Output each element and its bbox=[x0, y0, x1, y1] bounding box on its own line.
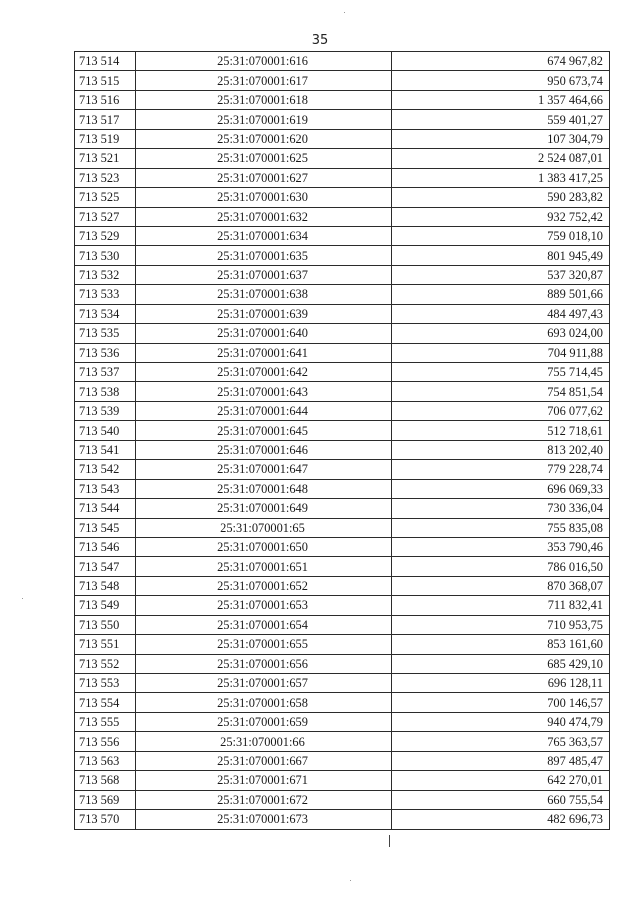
table-row bbox=[75, 246, 610, 265]
cadastral-number-cell: 25:31:070001:672 bbox=[136, 790, 392, 809]
table-row bbox=[75, 635, 610, 654]
cadastral-value-cell: 482 696,73 bbox=[392, 810, 610, 829]
record-number-cell: 713 568 bbox=[75, 771, 136, 790]
cadastral-value-cell: 950 673,74 bbox=[392, 71, 610, 90]
cadastral-number-cell: 25:31:070001:649 bbox=[136, 499, 392, 518]
cadastral-value-cell: 590 283,82 bbox=[392, 188, 610, 207]
record-number-cell: 713 517 bbox=[75, 110, 136, 129]
table-row bbox=[75, 343, 610, 362]
cadastral-number-cell: 25:31:070001:641 bbox=[136, 343, 392, 362]
cadastral-value-cell: 813 202,40 bbox=[392, 440, 610, 459]
cadastral-value-cell: 674 967,82 bbox=[392, 52, 610, 71]
cadastral-number-cell: 25:31:070001:616 bbox=[136, 52, 392, 71]
cadastral-value-cell: 353 790,46 bbox=[392, 537, 610, 556]
table-row bbox=[75, 168, 610, 187]
table-row bbox=[75, 499, 610, 518]
cadastral-value-cell: 660 755,54 bbox=[392, 790, 610, 809]
table-row bbox=[75, 576, 610, 595]
table-row bbox=[75, 790, 610, 809]
cadastral-value-cell: 642 270,01 bbox=[392, 771, 610, 790]
table-row bbox=[75, 110, 610, 129]
cadastral-number-cell: 25:31:070001:635 bbox=[136, 246, 392, 265]
cadastral-value-cell: 710 953,75 bbox=[392, 615, 610, 634]
cadastral-number-cell: 25:31:070001:630 bbox=[136, 188, 392, 207]
cadastral-value-cell: 685 429,10 bbox=[392, 654, 610, 673]
record-number-cell: 713 536 bbox=[75, 343, 136, 362]
record-number-cell: 713 516 bbox=[75, 90, 136, 109]
table-row bbox=[75, 693, 610, 712]
cadastral-value-cell: 940 474,79 bbox=[392, 712, 610, 731]
cadastral-value-cell: 706 077,62 bbox=[392, 401, 610, 420]
table-row bbox=[75, 479, 610, 498]
cadastral-number-cell: 25:31:070001:617 bbox=[136, 71, 392, 90]
cadastral-value-cell: 537 320,87 bbox=[392, 265, 610, 284]
cadastral-number-cell: 25:31:070001:654 bbox=[136, 615, 392, 634]
record-number-cell: 713 540 bbox=[75, 421, 136, 440]
cadastral-value-table bbox=[74, 51, 610, 830]
table-row bbox=[75, 363, 610, 382]
table-row bbox=[75, 771, 610, 790]
table-row bbox=[75, 518, 610, 537]
table-row bbox=[75, 382, 610, 401]
cadastral-number-cell: 25:31:070001:671 bbox=[136, 771, 392, 790]
record-number-cell: 713 534 bbox=[75, 304, 136, 323]
cadastral-value-cell: 755 714,45 bbox=[392, 363, 610, 382]
record-number-cell: 713 530 bbox=[75, 246, 136, 265]
table-row bbox=[75, 674, 610, 693]
record-number-cell: 713 539 bbox=[75, 401, 136, 420]
cadastral-number-cell: 25:31:070001:656 bbox=[136, 654, 392, 673]
cadastral-value-cell: 484 497,43 bbox=[392, 304, 610, 323]
cadastral-value-cell: 711 832,41 bbox=[392, 596, 610, 615]
record-number-cell: 713 514 bbox=[75, 52, 136, 71]
record-number-cell: 713 546 bbox=[75, 537, 136, 556]
table-row bbox=[75, 732, 610, 751]
cadastral-value-cell: 1 357 464,66 bbox=[392, 90, 610, 109]
cadastral-number-cell: 25:31:070001:646 bbox=[136, 440, 392, 459]
cadastral-value-cell: 786 016,50 bbox=[392, 557, 610, 576]
table-row bbox=[75, 421, 610, 440]
cadastral-number-cell: 25:31:070001:652 bbox=[136, 576, 392, 595]
scan-speck bbox=[344, 12, 345, 13]
cadastral-number-cell: 25:31:070001:648 bbox=[136, 479, 392, 498]
record-number-cell: 713 551 bbox=[75, 635, 136, 654]
table-row bbox=[75, 324, 610, 343]
cadastral-number-cell: 25:31:070001:625 bbox=[136, 149, 392, 168]
cadastral-number-cell: 25:31:070001:639 bbox=[136, 304, 392, 323]
table-row bbox=[75, 226, 610, 245]
record-number-cell: 713 555 bbox=[75, 712, 136, 731]
table-row bbox=[75, 129, 610, 148]
cadastral-number-cell: 25:31:070001:637 bbox=[136, 265, 392, 284]
cadastral-number-cell: 25:31:070001:642 bbox=[136, 363, 392, 382]
record-number-cell: 713 537 bbox=[75, 363, 136, 382]
cadastral-value-cell: 754 851,54 bbox=[392, 382, 610, 401]
cadastral-number-cell: 25:31:070001:618 bbox=[136, 90, 392, 109]
cadastral-number-cell: 25:31:070001:653 bbox=[136, 596, 392, 615]
cadastral-number-cell: 25:31:070001:640 bbox=[136, 324, 392, 343]
record-number-cell: 713 544 bbox=[75, 499, 136, 518]
record-number-cell: 713 525 bbox=[75, 188, 136, 207]
cadastral-value-cell: 2 524 087,01 bbox=[392, 149, 610, 168]
cadastral-value-cell: 107 304,79 bbox=[392, 129, 610, 148]
record-number-cell: 713 529 bbox=[75, 226, 136, 245]
table-row bbox=[75, 440, 610, 459]
page-number: 35 bbox=[311, 33, 329, 48]
table-row bbox=[75, 52, 610, 71]
record-number-cell: 713 521 bbox=[75, 149, 136, 168]
cadastral-value-cell: 1 383 417,25 bbox=[392, 168, 610, 187]
cadastral-value-cell: 765 363,57 bbox=[392, 732, 610, 751]
record-number-cell: 713 545 bbox=[75, 518, 136, 537]
record-number-cell: 713 548 bbox=[75, 576, 136, 595]
table-row bbox=[75, 207, 610, 226]
table-row bbox=[75, 149, 610, 168]
record-number-cell: 713 527 bbox=[75, 207, 136, 226]
cadastral-value-cell: 779 228,74 bbox=[392, 460, 610, 479]
table-row bbox=[75, 654, 610, 673]
cadastral-value-cell: 897 485,47 bbox=[392, 751, 610, 770]
record-number-cell: 713 553 bbox=[75, 674, 136, 693]
cadastral-value-cell: 700 146,57 bbox=[392, 693, 610, 712]
record-number-cell: 713 570 bbox=[75, 810, 136, 829]
cadastral-value-cell: 932 752,42 bbox=[392, 207, 610, 226]
scan-speck bbox=[22, 598, 23, 599]
cadastral-value-cell: 853 161,60 bbox=[392, 635, 610, 654]
record-number-cell: 713 543 bbox=[75, 479, 136, 498]
cadastral-value-cell: 512 718,61 bbox=[392, 421, 610, 440]
cadastral-value-cell: 870 368,07 bbox=[392, 576, 610, 595]
cadastral-value-cell: 801 945,49 bbox=[392, 246, 610, 265]
record-number-cell: 713 552 bbox=[75, 654, 136, 673]
table-row bbox=[75, 265, 610, 284]
cadastral-value-cell: 759 018,10 bbox=[392, 226, 610, 245]
record-number-cell: 713 533 bbox=[75, 285, 136, 304]
cadastral-number-cell: 25:31:070001:673 bbox=[136, 810, 392, 829]
cadastral-number-cell: 25:31:070001:645 bbox=[136, 421, 392, 440]
cadastral-number-cell: 25:31:070001:651 bbox=[136, 557, 392, 576]
cadastral-number-cell: 25:31:070001:657 bbox=[136, 674, 392, 693]
table-body bbox=[75, 52, 610, 830]
record-number-cell: 713 535 bbox=[75, 324, 136, 343]
cadastral-number-cell: 25:31:070001:619 bbox=[136, 110, 392, 129]
cadastral-value-cell: 696 128,11 bbox=[392, 674, 610, 693]
record-number-cell: 713 541 bbox=[75, 440, 136, 459]
cadastral-value-cell: 704 911,88 bbox=[392, 343, 610, 362]
cadastral-number-cell: 25:31:070001:632 bbox=[136, 207, 392, 226]
cadastral-value-cell: 730 336,04 bbox=[392, 499, 610, 518]
record-number-cell: 713 556 bbox=[75, 732, 136, 751]
cadastral-value-cell: 889 501,66 bbox=[392, 285, 610, 304]
cadastral-value-cell: 693 024,00 bbox=[392, 324, 610, 343]
table-row bbox=[75, 810, 610, 829]
table-row bbox=[75, 537, 610, 556]
record-number-cell: 713 547 bbox=[75, 557, 136, 576]
cadastral-number-cell: 25:31:070001:650 bbox=[136, 537, 392, 556]
cadastral-number-cell: 25:31:070001:65 bbox=[136, 518, 392, 537]
table-row bbox=[75, 401, 610, 420]
column-divider-stub bbox=[389, 835, 390, 847]
table-row bbox=[75, 596, 610, 615]
table-row bbox=[75, 615, 610, 634]
cadastral-number-cell: 25:31:070001:620 bbox=[136, 129, 392, 148]
cadastral-number-cell: 25:31:070001:644 bbox=[136, 401, 392, 420]
cadastral-number-cell: 25:31:070001:658 bbox=[136, 693, 392, 712]
cadastral-number-cell: 25:31:070001:643 bbox=[136, 382, 392, 401]
scan-speck bbox=[350, 880, 351, 881]
table-row bbox=[75, 285, 610, 304]
record-number-cell: 713 563 bbox=[75, 751, 136, 770]
record-number-cell: 713 519 bbox=[75, 129, 136, 148]
cadastral-number-cell: 25:31:070001:627 bbox=[136, 168, 392, 187]
record-number-cell: 713 538 bbox=[75, 382, 136, 401]
record-number-cell: 713 532 bbox=[75, 265, 136, 284]
table-row bbox=[75, 304, 610, 323]
table-row bbox=[75, 751, 610, 770]
table-row bbox=[75, 188, 610, 207]
cadastral-number-cell: 25:31:070001:66 bbox=[136, 732, 392, 751]
record-number-cell: 713 515 bbox=[75, 71, 136, 90]
cadastral-value-cell: 696 069,33 bbox=[392, 479, 610, 498]
table-row bbox=[75, 460, 610, 479]
table-row bbox=[75, 557, 610, 576]
cadastral-number-cell: 25:31:070001:638 bbox=[136, 285, 392, 304]
table-row bbox=[75, 90, 610, 109]
cadastral-number-cell: 25:31:070001:667 bbox=[136, 751, 392, 770]
record-number-cell: 713 549 bbox=[75, 596, 136, 615]
table-row bbox=[75, 71, 610, 90]
cadastral-number-cell: 25:31:070001:634 bbox=[136, 226, 392, 245]
record-number-cell: 713 569 bbox=[75, 790, 136, 809]
record-number-cell: 713 550 bbox=[75, 615, 136, 634]
cadastral-number-cell: 25:31:070001:659 bbox=[136, 712, 392, 731]
record-number-cell: 713 542 bbox=[75, 460, 136, 479]
cadastral-number-cell: 25:31:070001:655 bbox=[136, 635, 392, 654]
record-number-cell: 713 523 bbox=[75, 168, 136, 187]
cadastral-value-cell: 559 401,27 bbox=[392, 110, 610, 129]
table-row bbox=[75, 712, 610, 731]
cadastral-number-cell: 25:31:070001:647 bbox=[136, 460, 392, 479]
cadastral-value-cell: 755 835,08 bbox=[392, 518, 610, 537]
record-number-cell: 713 554 bbox=[75, 693, 136, 712]
